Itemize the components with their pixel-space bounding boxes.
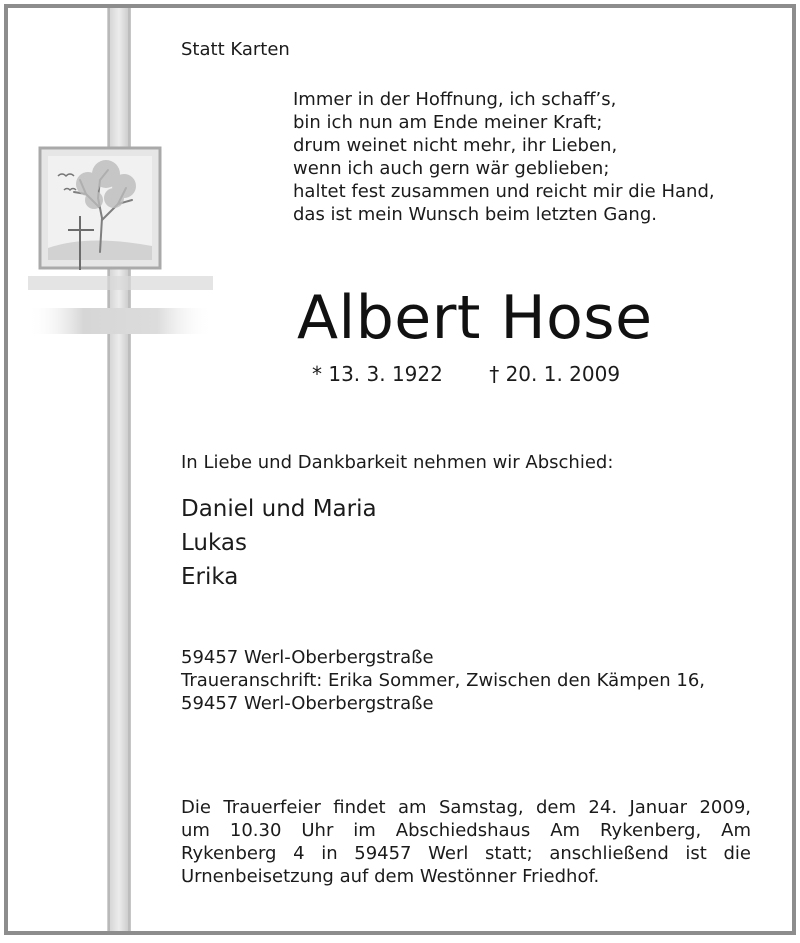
poem-line: das ist mein Wunsch beim letzten Gang. (293, 204, 657, 225)
address-line: 59457 Werl-Oberbergstraße (181, 693, 434, 714)
life-dates (312, 361, 620, 387)
service-line: Urnenbeisetzung auf dem Westönner Friedhof. (181, 866, 600, 887)
birth-date: * 13. 3. 1922 (312, 362, 443, 386)
mourner-name: Daniel und Maria (181, 496, 377, 522)
address-line: 59457 Werl-Oberbergstraße (181, 647, 434, 668)
poem-line: drum weinet nicht mehr, ihr Lieben, (293, 135, 618, 156)
mourner-name: Lukas (181, 530, 247, 556)
service-line: Die Trauerfeier findet am Samstag, dem 24. Januar 2009, (181, 797, 751, 818)
obituary-notice (4, 4, 796, 935)
address-line: Traueranschrift: Erika Sommer, Zwischen den Kämpen 16, (181, 670, 705, 691)
mourner-name: Erika (181, 564, 239, 590)
statt-karten-heading: Statt Karten (181, 39, 290, 60)
death-date: † 20. 1. 2009 (489, 362, 621, 386)
mourning-address (181, 646, 705, 715)
poem-line: Immer in der Hoffnung, ich schaff’s, (293, 89, 617, 110)
mourners-list (181, 492, 377, 594)
service-line: Rykenberg 4 in 59457 Werl statt; anschließend ist die (181, 843, 751, 864)
funeral-service-info (181, 796, 751, 888)
deceased-name: Albert Hose (297, 283, 653, 353)
poem-line: bin ich nun am Ende meiner Kraft; (293, 112, 603, 133)
service-line: um 10.30 Uhr im Abschiedshaus Am Rykenberg, Am (181, 820, 751, 841)
poem-line: haltet fest zusammen und reicht mir die Hand, (293, 181, 715, 202)
memorial-poem (293, 88, 715, 226)
poem-line: wenn ich auch gern wär geblieben; (293, 158, 610, 179)
farewell-statement: In Liebe und Dankbarkeit nehmen wir Abschied: (181, 452, 614, 473)
